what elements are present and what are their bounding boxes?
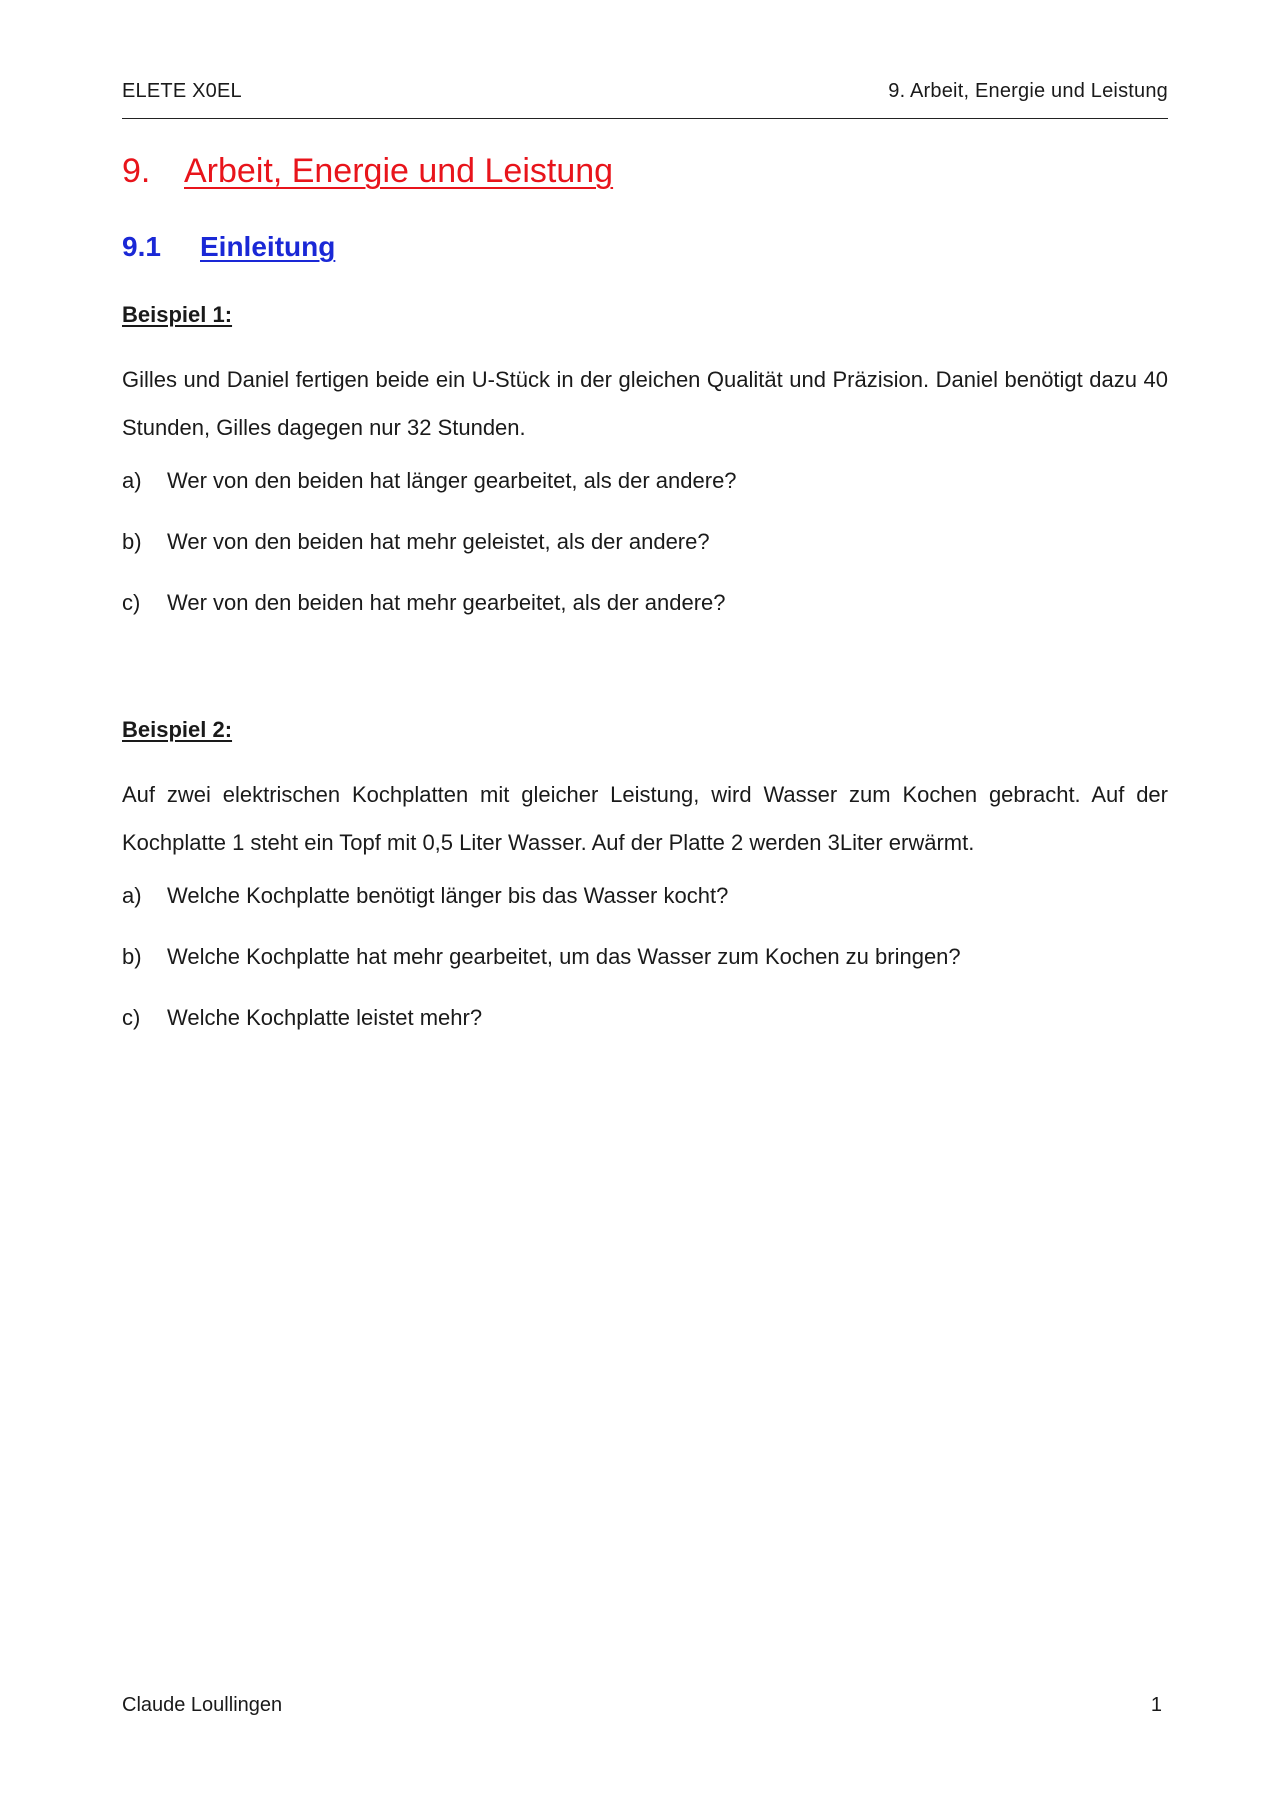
chapter-number: 9. xyxy=(122,152,151,190)
question-text: Welche Kochplatte leistet mehr? xyxy=(167,1005,483,1030)
question-item xyxy=(122,881,1168,942)
question-list xyxy=(122,881,1168,1064)
question-letter: a) xyxy=(122,883,142,908)
question-letter: c) xyxy=(122,590,141,615)
chapter-heading xyxy=(122,152,613,191)
question-text: Welche Kochplatte benötigt länger bis das Wasser kocht? xyxy=(167,883,729,908)
document-page xyxy=(122,0,1168,1811)
question-item xyxy=(122,466,1168,527)
question-letter: b) xyxy=(122,529,142,554)
question-text: Welche Kochplatte hat mehr gearbeitet, um das Wasser zum Kochen zu bringen? xyxy=(167,944,961,969)
example-2 xyxy=(122,717,1168,1064)
chapter-title: Arbeit, Energie und Leistung xyxy=(184,152,614,190)
question-item xyxy=(122,588,1168,649)
question-text: Wer von den beiden hat länger gearbeitet, als der andere? xyxy=(167,468,737,493)
example-1 xyxy=(122,302,1168,649)
page-number: 1 xyxy=(1150,1694,1162,1716)
example-text: Auf zwei elektrischen Kochplatten mit gleicher Leistung, wird Wasser zum Kochen gebracht. Auf der Kochplatte 1 steht ein Topf mit 0,5 Liter Wasser. Auf der Platte 2 werden 3Liter erwärmt. xyxy=(122,782,1168,855)
footer-author: Claude Loullingen xyxy=(122,1694,283,1716)
page-header xyxy=(122,78,1168,119)
question-item xyxy=(122,942,1168,1003)
question-list xyxy=(122,466,1168,649)
question-letter: a) xyxy=(122,468,142,493)
question-text: Wer von den beiden hat mehr gearbeitet, als der andere? xyxy=(167,590,726,615)
example-title: Beispiel 2: xyxy=(122,717,233,742)
question-letter: c) xyxy=(122,1005,141,1030)
example-text: Gilles und Daniel fertigen beide ein U-Stück in der gleichen Qualität und Präzision. Daniel benötigt dazu 40 Stunden, Gilles dagegen nur 32 Stunden. xyxy=(122,367,1168,440)
question-item xyxy=(122,527,1168,588)
section-title: Einleitung xyxy=(200,231,336,262)
question-text: Wer von den beiden hat mehr geleistet, als der andere? xyxy=(167,529,710,554)
header-course-code: ELETE X0EL xyxy=(122,80,242,102)
header-chapter-title: 9. Arbeit, Energie und Leistung xyxy=(888,80,1168,102)
example-title: Beispiel 1: xyxy=(122,302,233,327)
section-number: 9.1 xyxy=(122,231,161,262)
section-heading xyxy=(122,231,335,263)
question-item xyxy=(122,1003,1168,1064)
question-letter: b) xyxy=(122,944,142,969)
